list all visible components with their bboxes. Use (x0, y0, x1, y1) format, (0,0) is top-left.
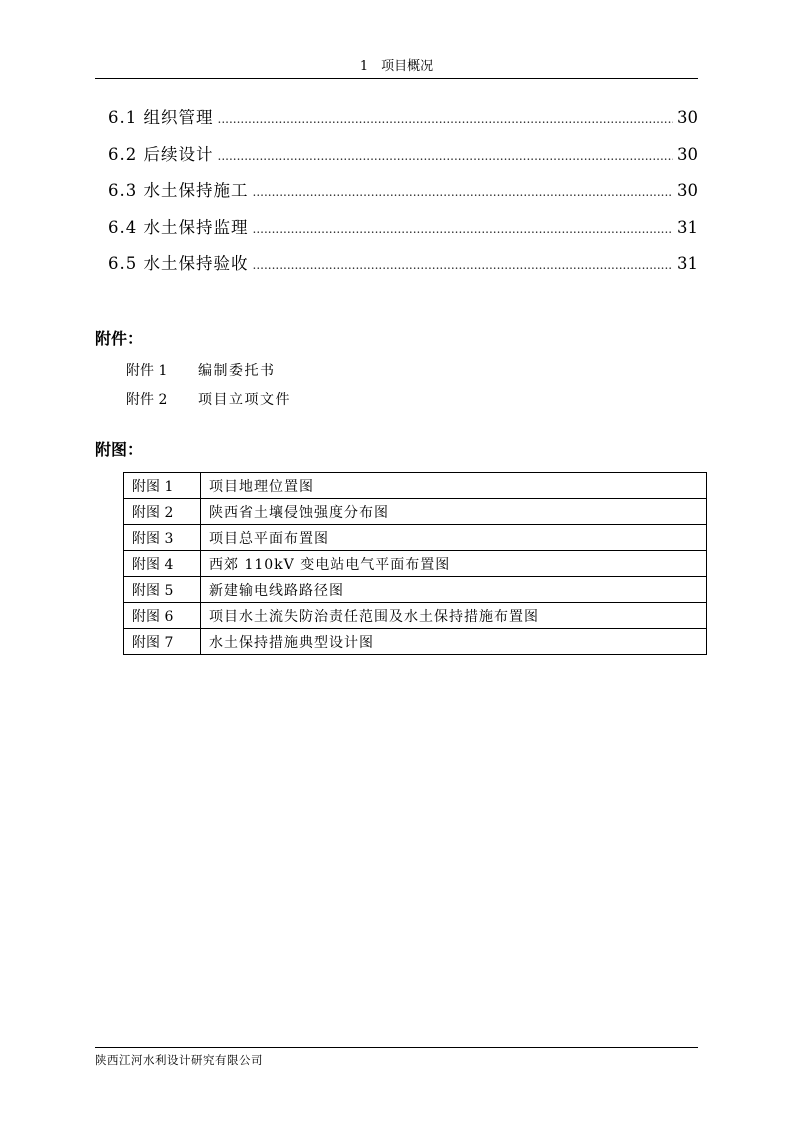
attachment-item (126, 384, 291, 413)
figures-heading: 附图： (95, 440, 144, 459)
table-row (124, 499, 707, 525)
figure-number: 附图 4 (124, 551, 201, 577)
toc-entry[interactable] (108, 141, 698, 178)
toc-entry-page: 30 (677, 108, 698, 127)
figure-title: 项目地理位置图 (201, 473, 707, 499)
attachment-number: 附件 2 (126, 391, 168, 408)
attachments-heading: 附件： (95, 329, 144, 348)
toc-entry-page: 31 (677, 217, 698, 237)
figure-number: 附图 7 (124, 629, 201, 655)
figure-title: 项目水土流失防治责任范围及水土保持措施布置图 (201, 603, 707, 629)
table-row (124, 577, 707, 603)
toc-entry-page: 30 (677, 181, 698, 200)
toc-entry[interactable] (108, 104, 698, 141)
toc-entry-label: 6.3 水土保持施工 (108, 181, 249, 200)
toc-entry-page: 31 (677, 254, 698, 273)
toc-entry-label: 6.1 组织管理 (108, 108, 214, 127)
figure-number: 附图 3 (124, 525, 201, 551)
attachments-list (126, 355, 291, 413)
table-of-contents (108, 104, 698, 287)
figure-title: 西郊 110kV 变电站电气平面布置图 (201, 551, 707, 577)
toc-entry-label: 6.5 水土保持验收 (108, 254, 249, 273)
table-row (124, 603, 707, 629)
page-footer (95, 1047, 698, 1068)
chapter-title: 1 项目概况 (359, 59, 434, 74)
toc-entry-page: 30 (677, 144, 698, 164)
toc-leader-dots (218, 149, 674, 163)
figure-title: 水土保持措施典型设计图 (201, 629, 707, 655)
company-name: 陕西江河水利设计研究有限公司 (95, 1053, 263, 1067)
toc-leader-dots (253, 258, 674, 272)
figure-title: 项目总平面布置图 (201, 525, 707, 551)
toc-entry[interactable] (108, 250, 698, 287)
toc-entry-label: 6.4 水土保持监理 (108, 217, 249, 237)
attachment-title: 项目立项文件 (198, 391, 291, 408)
page-header (95, 56, 698, 79)
toc-leader-dots (253, 222, 674, 236)
table-row (124, 525, 707, 551)
table-row (124, 629, 707, 655)
figures-table (123, 472, 707, 655)
toc-leader-dots (253, 185, 674, 199)
figure-number: 附图 1 (124, 473, 201, 499)
figure-number: 附图 6 (124, 603, 201, 629)
figure-number: 附图 2 (124, 499, 201, 525)
attachment-number: 附件 1 (126, 362, 168, 379)
table-row (124, 473, 707, 499)
attachment-item (126, 355, 291, 384)
table-row (124, 551, 707, 577)
toc-entry[interactable] (108, 214, 698, 251)
attachment-title: 编制委托书 (198, 362, 276, 379)
figure-title: 新建输电线路路径图 (201, 577, 707, 603)
figure-number: 附图 5 (124, 577, 201, 603)
figure-title: 陕西省土壤侵蚀强度分布图 (201, 499, 707, 525)
toc-entry-label: 6.2 后续设计 (108, 144, 214, 164)
toc-leader-dots (218, 112, 674, 126)
toc-entry[interactable] (108, 177, 698, 214)
